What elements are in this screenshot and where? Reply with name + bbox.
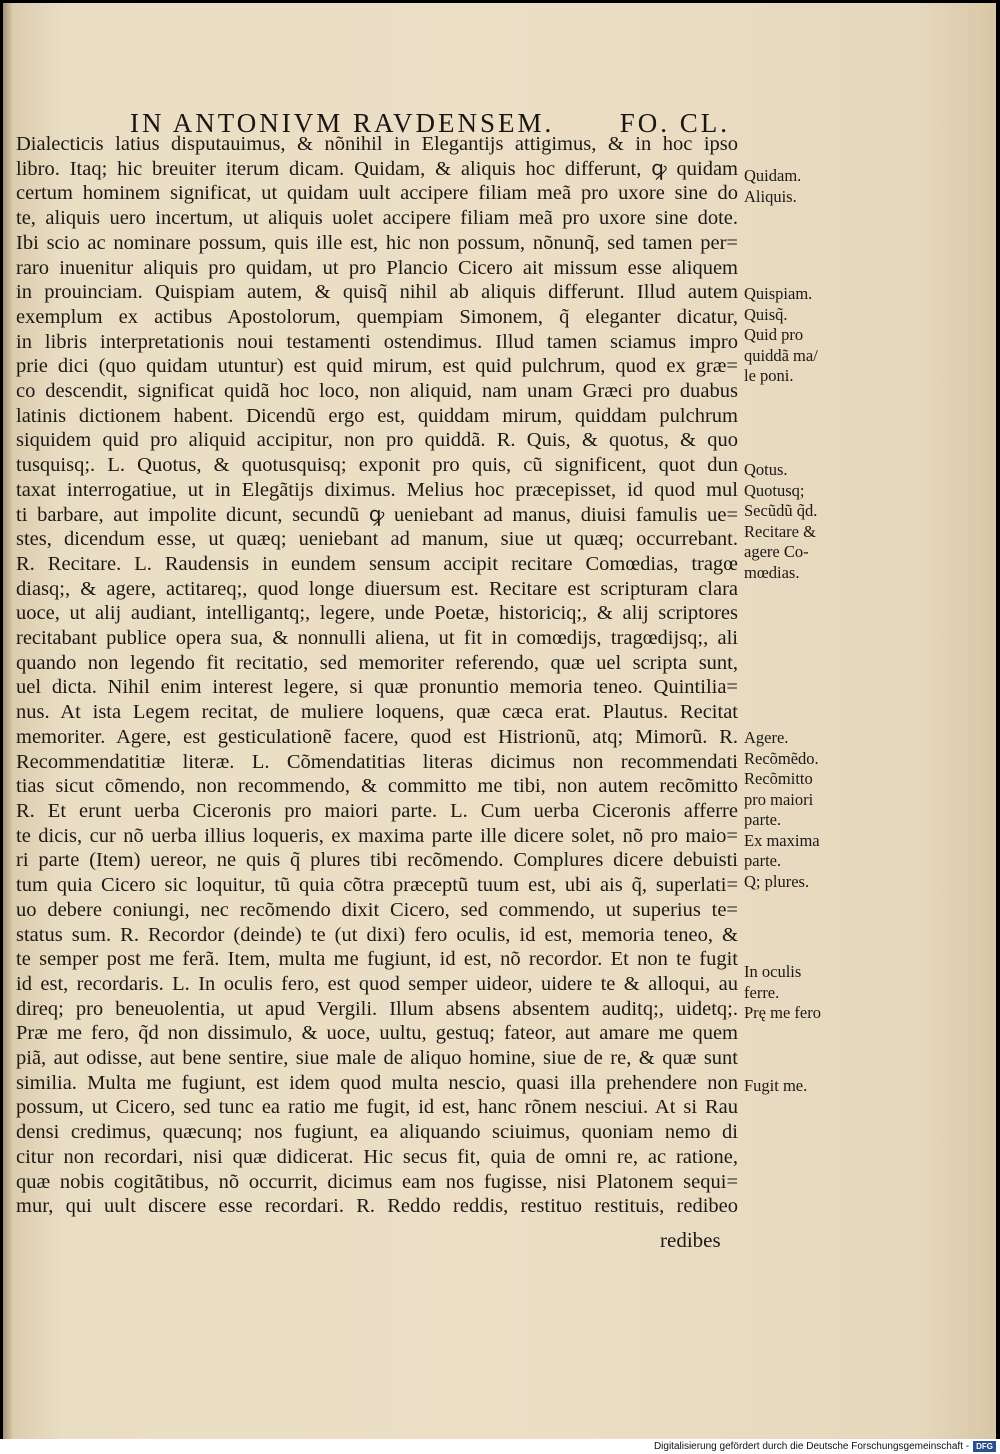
text-line: in prouinciam. Quispiam autem, & quisq̃ nihil ab aliquis differunt. Illud autem	[16, 281, 738, 304]
text-line: possum, ut Cicero, sed tunc ea ratio me fugit, id est, hanc rõnem nesciui. At si Rau	[16, 1096, 738, 1119]
text-line: piã, aut odisse, aut bene sentire, siue male de aliquo homine, siue de re, & quæ sunt	[16, 1047, 738, 1070]
marginal-line: Quotusq;	[744, 480, 805, 500]
text-line: Dialecticis latius disputauimus, & nõnihil in Elegantijs attigimus, & in hoc ipso	[16, 133, 738, 155]
text-line: stes, dicendum esse, ut quæq; ueniebant ad manum, siue ut quæq; occurrebant.	[16, 528, 738, 551]
text-line: Præ me fero, q̃d non dissimulo, & uoce, uultu, gestuq; fateor, aut amare me quem	[16, 1022, 738, 1045]
text-line: in libris interpretationis noui testamenti ostendimus. Illud tamen sciamus impro	[16, 330, 738, 353]
text-line: id est, recordaris. L. In oculis fero, est quod semper uideor, uidere te & alloqui, au	[16, 972, 738, 995]
text-line: Ibi scio ac nominare possum, quis ille est, hic non possum, nõnunq̃, sed tamen per=	[16, 231, 738, 254]
marginal-note	[744, 728, 854, 892]
text-line: diasq;, & agere, actitareq;, quod longe diuersum est. Recitare est scripturam clara	[16, 577, 738, 600]
text-line: prie dici (quo quidam utuntur) est quid mirum, est quid pulchrum, quod ex græ=	[16, 355, 738, 378]
text-line: recitabant publice opera sua, & nonnulli aliena, ut fit in comœdijs, tragœdijsq;, ali	[16, 627, 738, 650]
marginal-note	[744, 460, 854, 583]
text-line: tias sicut cõmendo, non recommendo, & committo me tibi, non autem recõmitto	[16, 775, 738, 798]
text-line: uo debere coniungi, nec recõmendo dixit Cicero, sed commendo, ut superius te=	[16, 898, 738, 921]
text-line: co descendit, significat quidã hoc loco, non aliquid, nam unam Græci pro duabus	[16, 380, 738, 403]
text-line: te, aliquis uero incertum, ut aliquis uolet accipere filiam meã pro uxore sine dote.	[16, 207, 738, 230]
text-line: Recommendatitiæ literæ. L. Cõmendatitias literas dicimus non recommendati	[16, 750, 738, 773]
text-line: exemplum ex actibus Apostolorum, quempiam Simonem, q̃ eleganter dicatur,	[16, 305, 738, 328]
marginal-line: Ex maxima	[744, 830, 820, 850]
marginal-line: quiddã ma/	[744, 345, 818, 365]
catchword: redibes	[660, 1228, 721, 1252]
text-line: libro. Itaq; hic breuiter iterum dicam. Quidam, & aliquis hoc differunt, ꝙ quidam	[16, 157, 738, 180]
main-text-block	[16, 132, 738, 1219]
text-line: ri parte (Item) uereor, ne quis q̃ plures tibi recõmendo. Complures dicere debuisti	[16, 849, 738, 872]
text-line: tum quia Cicero sic loquitur, tũ quia cõtra præceptũ tuum est, ubi ais q̃, superlati=	[16, 874, 738, 897]
text-line: densi credimus, quæcunq; nos fugiunt, ea aliquando sciuimus, quoniam nemo di	[16, 1121, 738, 1144]
marginal-note	[744, 284, 854, 387]
marginal-line: Qotus.	[744, 460, 788, 479]
running-title: IN ANTONIVM RAVDENSEM.	[130, 108, 555, 138]
funding-credit: Digitalisierung gefördert durch die Deutsche Forschungsgemeinschaft -	[653, 1441, 970, 1452]
text-line: te dicis, cur nõ uerba illius loqueris, ex maxima parte ille dicere solet, nõ pro maio=	[16, 824, 738, 847]
text-line: latinis dictionem habent. Dicendũ ergo est, quiddam mirum, quiddam pulchrum	[16, 404, 738, 427]
marginal-line: Recõmitto	[744, 769, 813, 788]
marginal-line: pro maiori	[744, 789, 814, 809]
text-line: tusquisq;. L. Quotus, & quotusquisq; exponit pro quis, cũ significent, quot dun	[16, 454, 738, 477]
text-line: raro inuenitur aliquis pro quidam, ut pro Plancio Cicero ait missum esse aliquem	[16, 256, 738, 279]
text-line: taxat interrogatiue, ut in Elegãtijs diximus. Melius hoc præcepisset, id quod mul	[16, 478, 738, 501]
dfg-logo: DFG	[973, 1441, 996, 1452]
marginal-line: Recitare &	[744, 521, 816, 541]
marginal-line: Fugit me.	[744, 1076, 808, 1095]
text-line: R. Recitare. L. Raudensis in eundem sensum accipit recitare Comœdias, tragœ	[16, 552, 738, 575]
digitization-footer	[0, 1439, 1000, 1454]
marginal-line: Q; plures.	[744, 871, 810, 891]
marginal-line: le poni.	[744, 366, 794, 385]
marginal-line: Recõmẽdo.	[744, 748, 819, 768]
text-line: direq; pro beneuolentia, ut apud Vergili. Illum absens absentem auditq;, uidetq;.	[16, 997, 738, 1020]
marginal-line: Agere.	[744, 728, 789, 747]
text-line: memoriter. Agere, est gesticulationẽ facere, quod est Histrionũ, atq; Mimorũ. R.	[16, 725, 738, 748]
text-line: quæ nobis cogitãtibus, nõ occurrit, dicimus eam nos fugisse, nisi Platonem sequi=	[16, 1170, 738, 1193]
text-line: status sum. R. Recordor (deinde) te (ut dixi) fero oculis, id est, memoria teneo, &	[16, 923, 738, 946]
marginal-line: parte.	[744, 851, 782, 870]
marginal-note	[744, 962, 854, 1024]
text-line: siquidem quid pro aliquid accipitur, non pro quiddã. R. Quis, & quotus, & quo	[16, 429, 738, 452]
marginal-line: Quidam.	[744, 166, 802, 185]
text-line: citur non recordari, nisi quæ didicerat. Hic secus fit, quia de omni re, ac ratione,	[16, 1145, 738, 1168]
text-line: R. Et erunt uerba Ciceronis pro maiori parte. L. Cum uerba Ciceronis afferre	[16, 799, 738, 822]
marginal-line: agere Co-	[744, 542, 809, 561]
text-line: similia. Multa me fugiunt, est idem quod multa nescio, quasi illa prehendere non	[16, 1071, 738, 1094]
marginal-line: parte.	[744, 810, 782, 829]
marginal-line: Quispiam.	[744, 284, 813, 303]
text-line: te semper post me ferã. Item, multa me fugiunt, id est, nõ recordor. Et non te fugit	[16, 948, 738, 971]
marginal-line: mœdias.	[744, 562, 800, 582]
text-line: certum hominem significat, ut quidam uult accipere filiam meã pro uxore sine do	[16, 182, 738, 205]
text-line: uoce, ut alij audiant, intelligantq;, legere, unde Poetæ, historiciq;, & alij scriptores	[16, 602, 738, 625]
folio-number: FO. CL.	[619, 108, 730, 138]
text-line: quando non legendo fit recitatio, sed memoriter referendo, quæ uel scripta sunt,	[16, 651, 738, 674]
marginal-line: Quid pro	[744, 325, 804, 344]
marginal-line: Secũdũ q̃d.	[744, 501, 818, 520]
marginal-line: ferre.	[744, 982, 780, 1002]
marginal-line: Prę me fero	[744, 1003, 821, 1022]
marginal-line: Quisq̃.	[744, 304, 788, 324]
marginal-line: In oculis	[744, 962, 802, 981]
text-line: uel dicta. Nihil enim interest legere, si quæ pronuntio memoria teneo. Quintilia=	[16, 676, 738, 699]
marginal-line: Aliquis.	[744, 186, 797, 206]
text-line: mur, qui uult discere esse recordari. R. Reddo reddis, restituo restituis, redibeo	[16, 1195, 738, 1218]
marginal-note	[744, 1076, 854, 1097]
page-gutter-shadow	[3, 3, 13, 1439]
marginal-note	[744, 166, 854, 207]
text-line: ti barbare, aut impolite dicunt, secundũ ꝙ ueniebant ad manus, diuisi famulis ue=	[16, 503, 738, 526]
text-line: nus. At ista Legem recitat, de muliere loquens, quæ cæca erat. Plautus. Recitat	[16, 701, 738, 724]
